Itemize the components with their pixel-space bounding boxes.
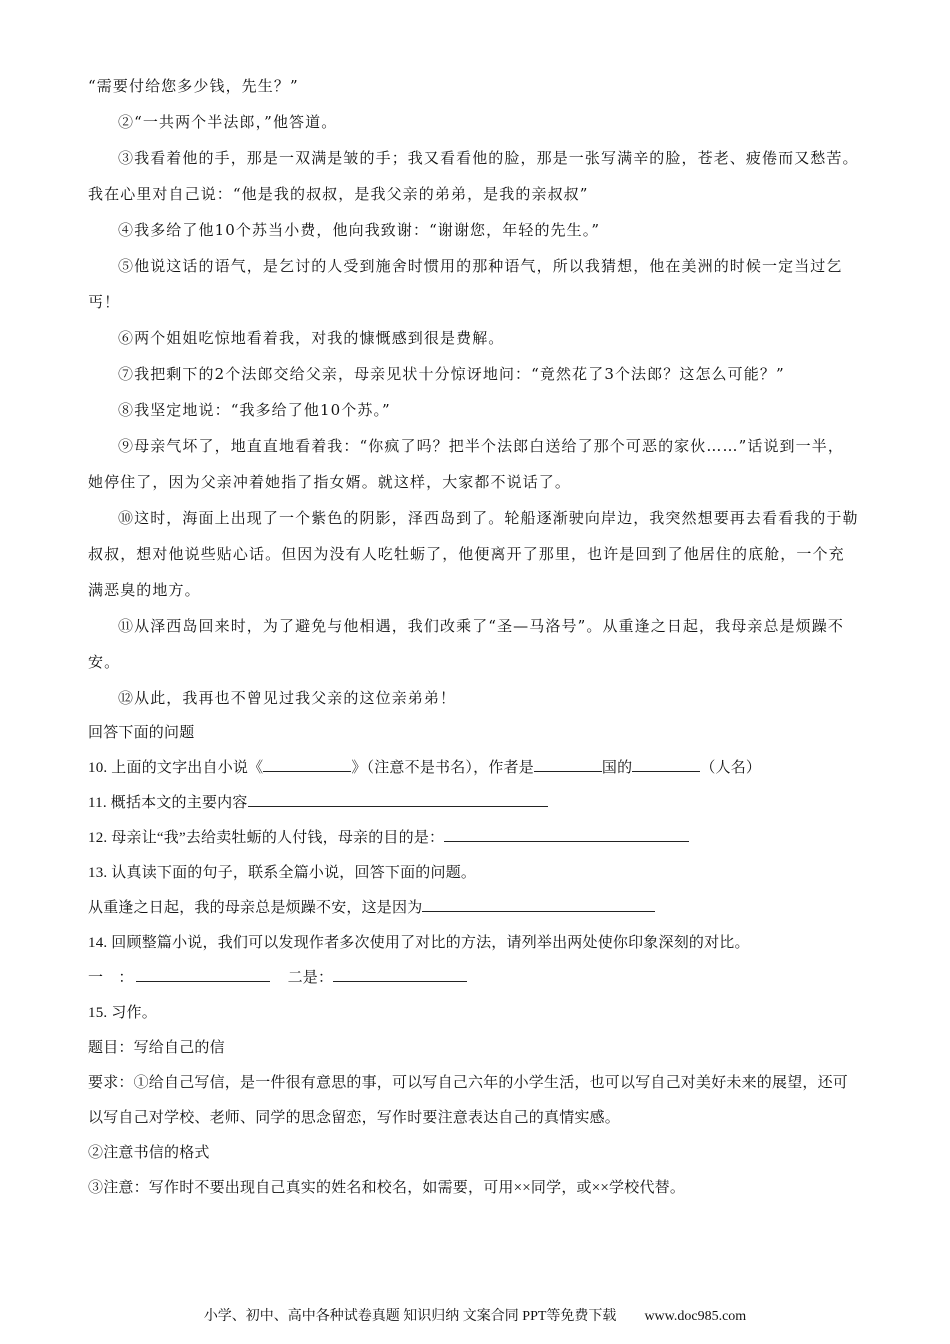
document-page	[88, 0, 860, 1206]
story-paragraph: ⑩这时，海面上出现了一个紫色的阴影，泽西岛到了。轮船逐渐驶向岸边，我突然想要再去看看我的于勒叔叔，想对他说些贴心话。但因为没有人吃牡蛎了，他便离开了那里，也许是回到了他居住的底舱，一个充满恶臭的地方。	[88, 509, 859, 599]
q14-blank-two[interactable]	[333, 966, 467, 982]
story-paragraph: ⑨母亲气坏了，地直直地看着我：“你疯了吗？把半个法郎白送给了那个可恶的家伙……”话说到一半，她停住了，因为父亲冲着她指了指女婿。就这样，大家都不说话了。	[88, 437, 844, 491]
story-paragraph: ⑦我把剩下的2个法郎交给父亲，母亲见状十分惊讶地问：“竟然花了3个法郎？这怎么可能？”	[118, 365, 785, 383]
essay-requirement-3: ③注意：写作时不要出现自己真实的姓名和校名，如需要，可用××同学，或××学校代替。	[88, 1180, 686, 1196]
question-13: 13. 认真读下面的句子，联系全篇小说，回答下面的问题。	[88, 865, 477, 881]
question-11	[88, 786, 860, 821]
story-paragraph: ⑫从此，我再也不曾见过我父亲的这位亲弟弟！	[118, 689, 457, 707]
question-14-answers	[88, 961, 860, 996]
question-10	[88, 751, 860, 786]
q11-text: 11. 概括本文的主要内容	[88, 795, 248, 811]
question-13-sentence	[88, 891, 860, 926]
q14-blank-one[interactable]	[136, 966, 270, 982]
q13-blank[interactable]	[422, 896, 655, 912]
q10-text-a: 10. 上面的文字出自小说《	[88, 760, 264, 776]
q14-two-label: 二是：	[287, 970, 334, 986]
story-paragraph: ⑥两个姐姐吃惊地看着我，对我的慷慨感到很是费解。	[118, 329, 505, 347]
footer-text: 小学、初中、高中各种试卷真题 知识归纳 文案合同 PPT等免费下载	[203, 1309, 617, 1324]
story-paragraph: “需要付给您多少钱，先生？”	[88, 77, 299, 95]
q10-blank-country[interactable]	[534, 756, 602, 772]
q13-sentence-text: 从重逢之日起，我的母亲总是烦躁不安，这是因为	[88, 900, 423, 916]
page-footer	[0, 1305, 950, 1325]
q12-text: 12. 母亲让“我”去给卖牡蛎的人付钱，母亲的目的是：	[88, 830, 445, 846]
q10-blank-author[interactable]	[632, 756, 700, 772]
questions-intro: 回答下面的问题	[88, 725, 195, 741]
q10-blank-title[interactable]	[263, 756, 351, 772]
q10-text-c: 国的	[601, 760, 633, 776]
footer-url[interactable]: www.doc985.com	[644, 1309, 747, 1324]
question-15: 15. 习作。	[88, 1005, 157, 1021]
story-paragraph: ⑤他说这话的语气，是乞讨的人受到施舍时惯用的那种语气，所以我猜想，他在美洲的时候一定当过乞丐！	[88, 257, 843, 311]
story-text	[88, 68, 860, 716]
essay-requirement-1: 要求：①给自己写信，是一件很有意思的事，可以写自己六年的小学生活，也可以写自己对美好未来的展望，还可以写自己对学校、老师、同学的思念留恋，写作时要注意表达自己的真情实感。	[88, 1075, 849, 1126]
essay-requirement-2: ②注意书信的格式	[88, 1145, 210, 1161]
q14-one-label: 一 ：	[88, 970, 134, 986]
q10-text-d: （人名）	[700, 760, 762, 776]
essay-topic: 题目：写给自己的信	[88, 1040, 225, 1056]
story-paragraph: ②“一共两个半法郎，”他答道。	[118, 113, 338, 131]
questions-section	[88, 716, 860, 1206]
story-paragraph: ⑪从泽西岛回来时，为了避免与他相遇，我们改乘了“圣—马洛号”。从重逢之日起，我母亲总是烦躁不安。	[88, 617, 844, 671]
story-paragraph: ⑧我坚定地说：“我多给了他10个苏。”	[118, 401, 391, 419]
question-14: 14. 回顾整篇小说，我们可以发现作者多次使用了对比的方法，请列举出两处使你印象深刻的对比。	[88, 935, 750, 951]
q11-blank[interactable]	[248, 791, 548, 807]
story-paragraph: ③我看着他的手，那是一双满是皱的手；我又看看他的脸，那是一张写满辛的脸，苍老、疲倦而又愁苦。我在心里对自己说：“他是我的叔叔，是我父亲的弟弟，是我的亲叔叔”	[88, 149, 859, 203]
story-paragraph: ④我多给了他10个苏当小费，他向我致谢：“谢谢您，年轻的先生。”	[118, 221, 601, 239]
q10-text-b: 》（注意不是书名），作者是	[351, 760, 534, 776]
question-12	[88, 821, 860, 856]
q12-blank[interactable]	[444, 826, 689, 842]
